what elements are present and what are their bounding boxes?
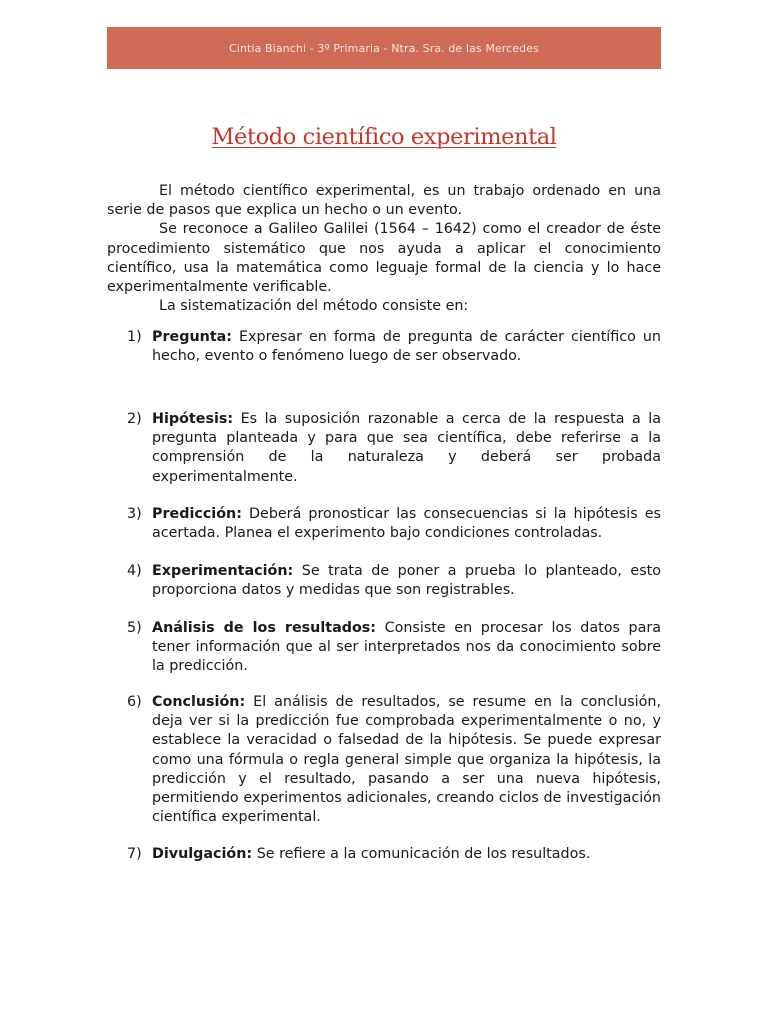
step-term: Pregunta: <box>152 329 233 345</box>
step-number: 6) <box>127 694 142 710</box>
intro-section <box>107 182 661 316</box>
step-number: 2) <box>127 411 142 427</box>
step-number: 1) <box>127 329 142 345</box>
step-number: 4) <box>127 563 142 579</box>
step-term: Hipótesis: <box>152 411 234 427</box>
step-body <box>152 845 661 864</box>
step-number: 7) <box>127 846 142 862</box>
step-item-analisis <box>107 619 661 677</box>
page-header-band <box>107 27 661 69</box>
step-text: El análisis de resultados, se resume en la conclusión, deja ver si la predicción fue comprobada experimentalmente o no, y establece la veracidad o falsedad de la hipótesis. Se puede expresar como una fórmula o regla general simple que organiza la hipótesis, la predicción y el resultado, pasando a ser una nueva hipótesis, permitiendo experimentos adicionales, creando ciclos de investigación científica experimental. <box>152 694 661 826</box>
step-term: Conclusión: <box>152 694 246 710</box>
step-item-prediccion <box>107 505 661 543</box>
step-item-divulgacion <box>107 845 661 864</box>
step-body <box>152 410 661 487</box>
step-number: 3) <box>127 506 142 522</box>
step-body <box>152 562 661 600</box>
step-text: Se refiere a la comunicación de los resultados. <box>252 846 591 862</box>
step-term: Predicción: <box>152 506 242 522</box>
step-item-pregunta <box>107 328 661 366</box>
step-text: Es la suposición razonable a cerca de la respuesta a la pregunta planteada y para que sea científica, debe referirse a la comprensión de la naturaleza y deberá ser probada experimentalmente. <box>152 411 661 485</box>
step-item-experimentacion <box>107 562 661 600</box>
header-text: Cintia Bianchi - 3º Primaria - Ntra. Sra. de las Mercedes <box>229 41 539 55</box>
step-body <box>152 693 661 827</box>
step-term: Divulgación: <box>152 846 253 862</box>
step-body <box>152 328 661 366</box>
step-item-conclusion <box>107 693 661 827</box>
document-title: Método científico experimental <box>211 124 557 150</box>
step-term: Análisis de los resultados: <box>152 620 377 636</box>
step-number: 5) <box>127 620 142 636</box>
step-text: Se trata de poner a prueba lo planteado, esto proporciona datos y medidas que son registrables. <box>152 563 661 599</box>
step-text: Deberá pronosticar las consecuencias si la hipótesis es acertada. Planea el experimento bajo condiciones controladas. <box>152 506 661 542</box>
step-text: Expresar en forma de pregunta de carácter científico un hecho, evento o fenómeno luego de ser observado. <box>152 329 661 365</box>
step-text: Consiste en procesar los datos para tener información que al ser interpretados nos da conocimiento sobre la predicción. <box>152 620 661 675</box>
intro-paragraph: Se reconoce a Galileo Galilei (1564 – 1642) como el creador de éste procedimiento sistemático que nos ayuda a aplicar el conocimiento científico, usa la matemática como leguaje formal de la ciencia y lo hace experimentalmente verificable. <box>107 221 661 296</box>
step-body <box>152 619 661 677</box>
step-item-hipotesis <box>107 410 661 487</box>
step-body <box>152 505 661 543</box>
step-term: Experimentación: <box>152 563 294 579</box>
intro-paragraph: La sistematización del método consiste en: <box>159 298 469 315</box>
intro-paragraph: El método científico experimental, es un trabajo ordenado en una serie de pasos que explica un hecho o un evento. <box>107 183 661 219</box>
